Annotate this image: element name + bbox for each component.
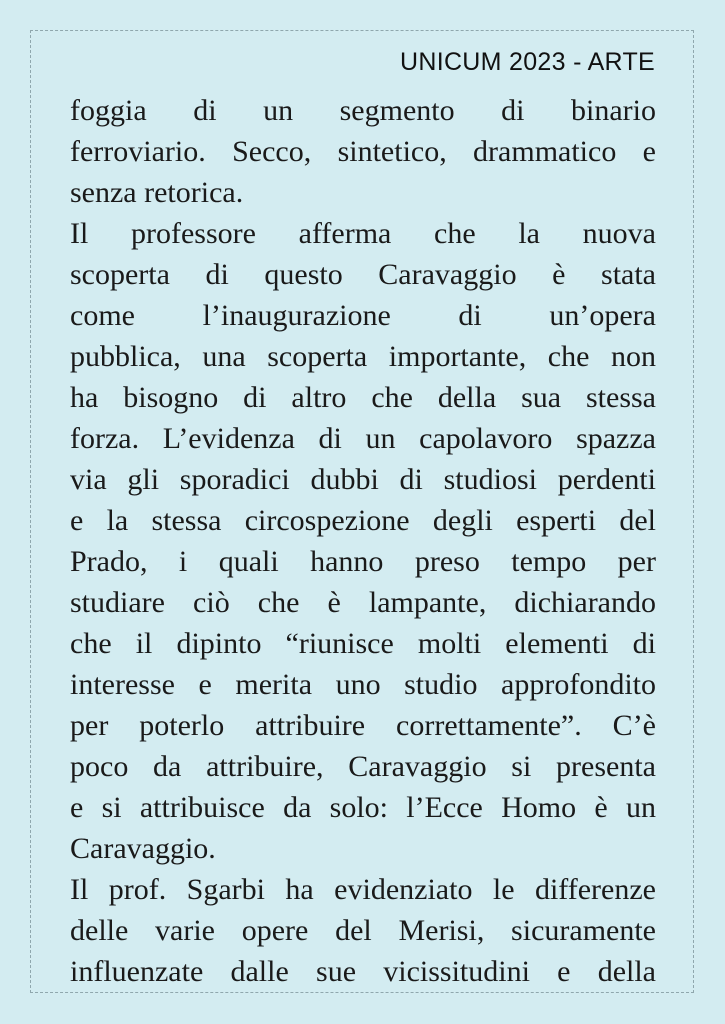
text-line: Prado, i quali hanno preso tempo per xyxy=(70,545,656,578)
text-line: ferroviario. Secco, sintetico, drammatico e xyxy=(70,135,656,168)
text-line: Il prof. Sgarbi ha evidenziato le differenze xyxy=(70,873,656,906)
text-line: Il professore afferma che la nuova xyxy=(70,217,656,250)
text-line: foggia di un segmento di binario xyxy=(70,94,656,127)
text-line: poco da attribuire, Caravaggio si presenta xyxy=(70,750,656,783)
article-body xyxy=(70,90,656,992)
text-line: interesse e merita uno studio approfondito xyxy=(70,668,656,701)
text-line: influenzate dalle sue vicissitudini e della xyxy=(70,955,656,988)
text-line: studiare ciò che è lampante, dichiarando xyxy=(70,586,656,619)
text-line: e la stessa circospezione degli esperti del xyxy=(70,504,656,537)
page-header: UNICUM 2023 - ARTE xyxy=(399,48,655,76)
text-line: come l’inaugurazione di un’opera xyxy=(70,299,656,332)
text-line: ha bisogno di altro che della sua stessa xyxy=(70,381,656,414)
text-line: senza retorica. xyxy=(70,176,244,209)
text-line: che il dipinto “riunisce molti elementi di xyxy=(70,627,656,660)
text-line: delle varie opere del Merisi, sicuramente xyxy=(70,914,656,947)
text-line: pubblica, una scoperta importante, che non xyxy=(70,340,656,373)
text-line: e si attribuisce da solo: l’Ecce Homo è un xyxy=(70,791,656,824)
text-line: Caravaggio. xyxy=(70,832,216,865)
text-line: scoperta di questo Caravaggio è stata xyxy=(70,258,656,291)
text-line: per poterlo attribuire correttamente”. C’è xyxy=(70,709,656,742)
text-line: via gli sporadici dubbi di studiosi perdenti xyxy=(70,463,656,496)
text-line: forza. L’evidenza di un capolavoro spazza xyxy=(70,422,656,455)
